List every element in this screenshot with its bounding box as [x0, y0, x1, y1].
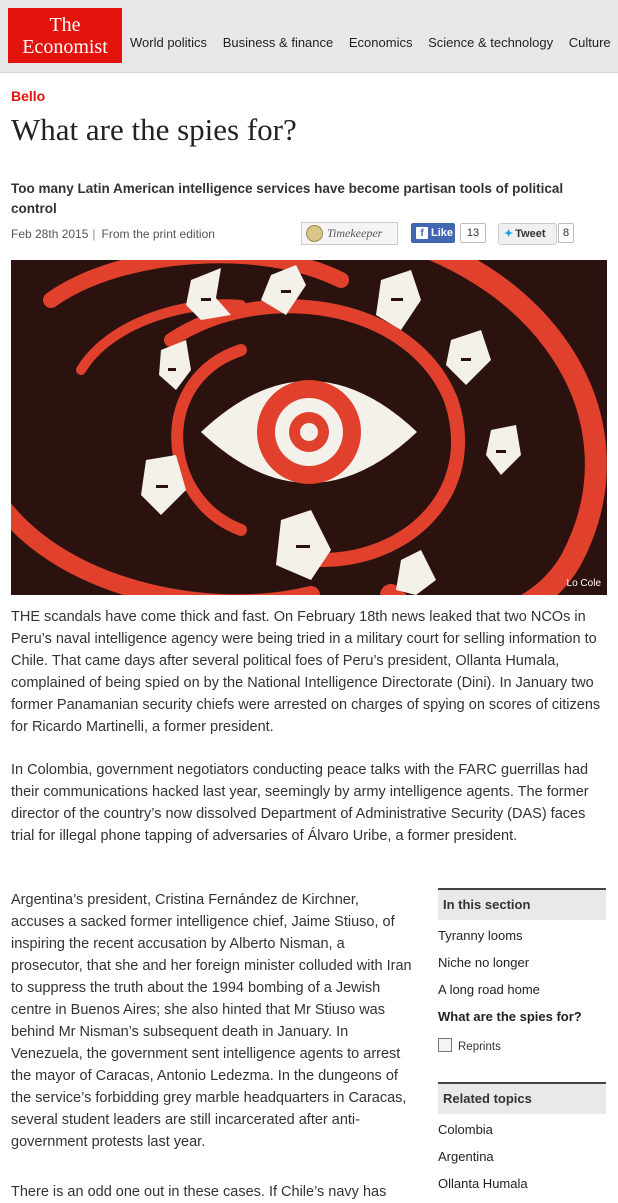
related-topic-argentina[interactable]: Argentina: [438, 1149, 494, 1164]
article-illustration: [11, 260, 607, 595]
meta-divider: |: [92, 227, 96, 241]
timekeeper-button[interactable]: [301, 222, 398, 245]
article-paragraph-1: THE scandals have come thick and fast. On February 18th news leaked that two NCOs in Peru’s naval intelligence agency were being tried in a military court for selling information to Chile. That came days after several political foes of Peru’s president, Ollanta Humala, complained of being spied on by the National Intelligence Directorate (Dini). In January two former Panamanian security chiefs were arrested on charges of spying on scores of citizens for Ricardo Martinelli, a former president.: [11, 609, 601, 735]
nav-science-technology[interactable]: Science & technology: [428, 35, 554, 50]
related-topics-header: [438, 1082, 606, 1114]
article-headline: What are the spies for?: [11, 112, 297, 147]
article-date: Feb 28th 2015: [11, 227, 89, 241]
nav-world-politics[interactable]: World politics: [130, 35, 208, 50]
section-label[interactable]: Bello: [11, 88, 46, 104]
timekeeper-label: Timekeeper: [327, 226, 383, 240]
reprints-icon: [438, 1038, 452, 1052]
section-link-tyranny-looms[interactable]: Tyranny looms: [438, 928, 523, 943]
section-link-current-article[interactable]: What are the spies for?: [438, 1009, 582, 1024]
reprints-label: Reprints: [458, 1041, 501, 1053]
nav-economics[interactable]: Economics: [348, 35, 413, 50]
in-this-section-header: [438, 888, 606, 920]
related-topics-title: Related topics: [443, 1091, 532, 1106]
facebook-icon: f: [416, 227, 428, 239]
facebook-like-button[interactable]: [411, 223, 455, 243]
timekeeper-icon: [306, 225, 323, 242]
article-rubric: Too many Latin American intelligence services have become partisan tools of political control: [11, 181, 564, 216]
tweet-label: Tweet: [515, 228, 546, 240]
facebook-like-label: Like: [431, 227, 454, 239]
image-credit: Lo Cole: [566, 578, 601, 589]
article-paragraph-3: Argentina’s president, Cristina Fernández de Kirchner, accuses a sacked former intelligence chief, Jaime Stiuso, of inspiring the recent accusation by Alberto Nisman, a prosecutor, that she and her foreign minister colluded with Iran to suppress the truth about the 1994 bombing of a Jewish centre in Buenos Aires; she also hinted that Mr Stiuso was behind Mr Nisman’s subsequent death in January. In Venezuela, the government sent intelligence agents to arrest the mayor of Caracas, Antonio Ledezma. In the dungeons of the service’s forbidding grey marble headquarters in Caracas, several student leaders are still incarcerated after anti-government protests last year.: [11, 892, 412, 1150]
nav-culture[interactable]: Culture: [568, 35, 611, 50]
main-nav: [130, 35, 618, 50]
article-paragraph-4: There is an odd one out in these cases. If Chile’s navy has: [11, 1184, 387, 1200]
logo-line-2: Economist: [22, 36, 108, 58]
economist-logo[interactable]: [8, 8, 122, 63]
facebook-like-count: 13: [460, 223, 486, 243]
related-topic-colombia[interactable]: Colombia: [438, 1122, 493, 1137]
article-meta: [11, 227, 215, 241]
section-link-a-long-road-home[interactable]: A long road home: [438, 982, 540, 997]
nav-business-finance[interactable]: Business & finance: [222, 35, 334, 50]
print-edition-link[interactable]: From the print edition: [101, 227, 215, 241]
spy-eye-illustration: [11, 260, 607, 595]
logo-line-1: The: [49, 14, 81, 36]
section-link-niche-no-longer[interactable]: Niche no longer: [438, 955, 530, 970]
tweet-button[interactable]: [498, 223, 557, 245]
article-paragraph-2: In Colombia, government negotiators conducting peace talks with the FARC guerrillas had their communications hacked last year, seemingly by army intelligence agents. The former director of the country’s now dissolved Department of Administrative Security (DAS) faces trial for illegal phone tapping of adversaries of Álvaro Uribe, a former president.: [11, 762, 589, 844]
masthead: [0, 0, 618, 73]
in-this-section-title: In this section: [443, 897, 531, 912]
related-topic-ollanta-humala[interactable]: Ollanta Humala: [438, 1176, 528, 1191]
tweet-count: 8: [558, 223, 574, 243]
reprints-link[interactable]: [438, 1038, 501, 1053]
twitter-bird-icon: ✦: [504, 228, 514, 240]
